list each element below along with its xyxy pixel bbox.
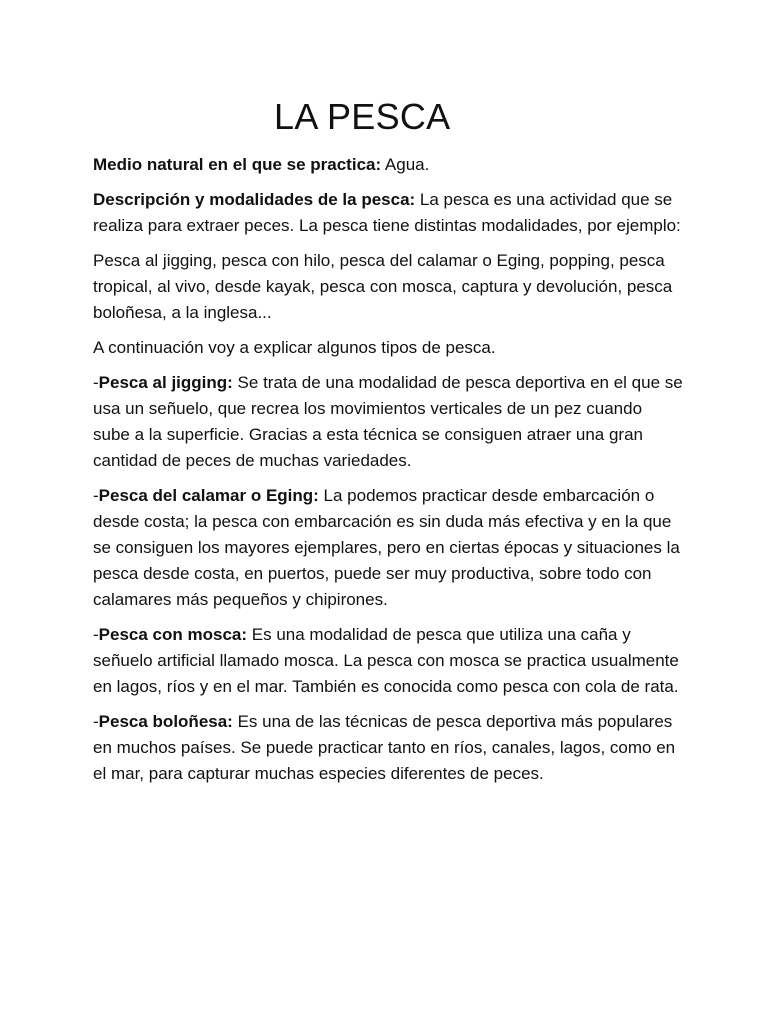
paragraph-text: A continuación voy a explicar algunos tipos de pesca. [93,338,496,357]
paragraph-text: Pesca al jigging, pesca con hilo, pesca del calamar o Eging, popping, pesca tropical, al vivo, desde kayak, pesca con mosca, captura y devolución, pesca boloñesa, a la inglesa... [93,251,673,322]
paragraph-text: La pesca es una actividad que se realiza para extraer peces. La pesca tiene distintas modalidades, por ejemplo: [93,190,681,235]
paragraph-heading: Descripción y modalidades de la pesca: [93,190,416,209]
page-title: LA PESCA [274,96,451,137]
paragraph-pesca-mosca [93,622,683,700]
paragraph-intro-tipos [93,335,683,361]
document-body [93,152,683,796]
paragraph-descripcion [93,187,683,239]
paragraph-pesca-calamar [93,483,683,613]
paragraph-heading: Medio natural en el que se practica: [93,155,382,174]
paragraph-heading: Pesca boloñesa: [98,712,233,731]
paragraph-prefix: - [93,486,99,505]
paragraph-text: Es una modalidad de pesca que utiliza una caña y señuelo artificial llamado mosca. La pesca con mosca se practica usualmente en lagos, ríos y en el mar. También es conocida como pesca con cola de rata. [93,625,679,696]
paragraph-text: Se trata de una modalidad de pesca deportiva en el que se usa un señuelo, que recrea los movimientos verticales de un pez cuando sube a la superficie. Gracias a esta técnica se consiguen atraer una gran cantidad de peces de muchas variedades. [93,373,683,470]
paragraph-text: Es una de las técnicas de pesca deportiva más populares en muchos países. Se puede practicar tanto en ríos, canales, lagos, como en el mar, para capturar muchas especies diferentes de peces. [93,712,676,783]
paragraph-text: Agua. [381,155,430,174]
paragraph-medio-natural [93,152,683,178]
paragraph-pesca-bolonesa [93,709,683,787]
paragraph-pesca-jigging [93,370,683,474]
paragraph-heading: Pesca con mosca: [98,625,248,644]
paragraph-heading: Pesca al jigging: [98,373,233,392]
paragraph-modalidades-list [93,248,683,326]
paragraph-heading: Pesca del calamar o Eging: [98,486,319,505]
paragraph-prefix: - [93,712,99,731]
paragraph-text: La podemos practicar desde embarcación o desde costa; la pesca con embarcación es sin duda más efectiva y en la que se consiguen los mayores ejemplares, pero en ciertas épocas y situaciones la pesca desde costa, en puertos, puede ser muy productiva, sobre todo con calamares más pequeños y chipirones. [93,486,680,609]
paragraph-prefix: - [93,373,99,392]
paragraph-prefix: - [93,625,99,644]
